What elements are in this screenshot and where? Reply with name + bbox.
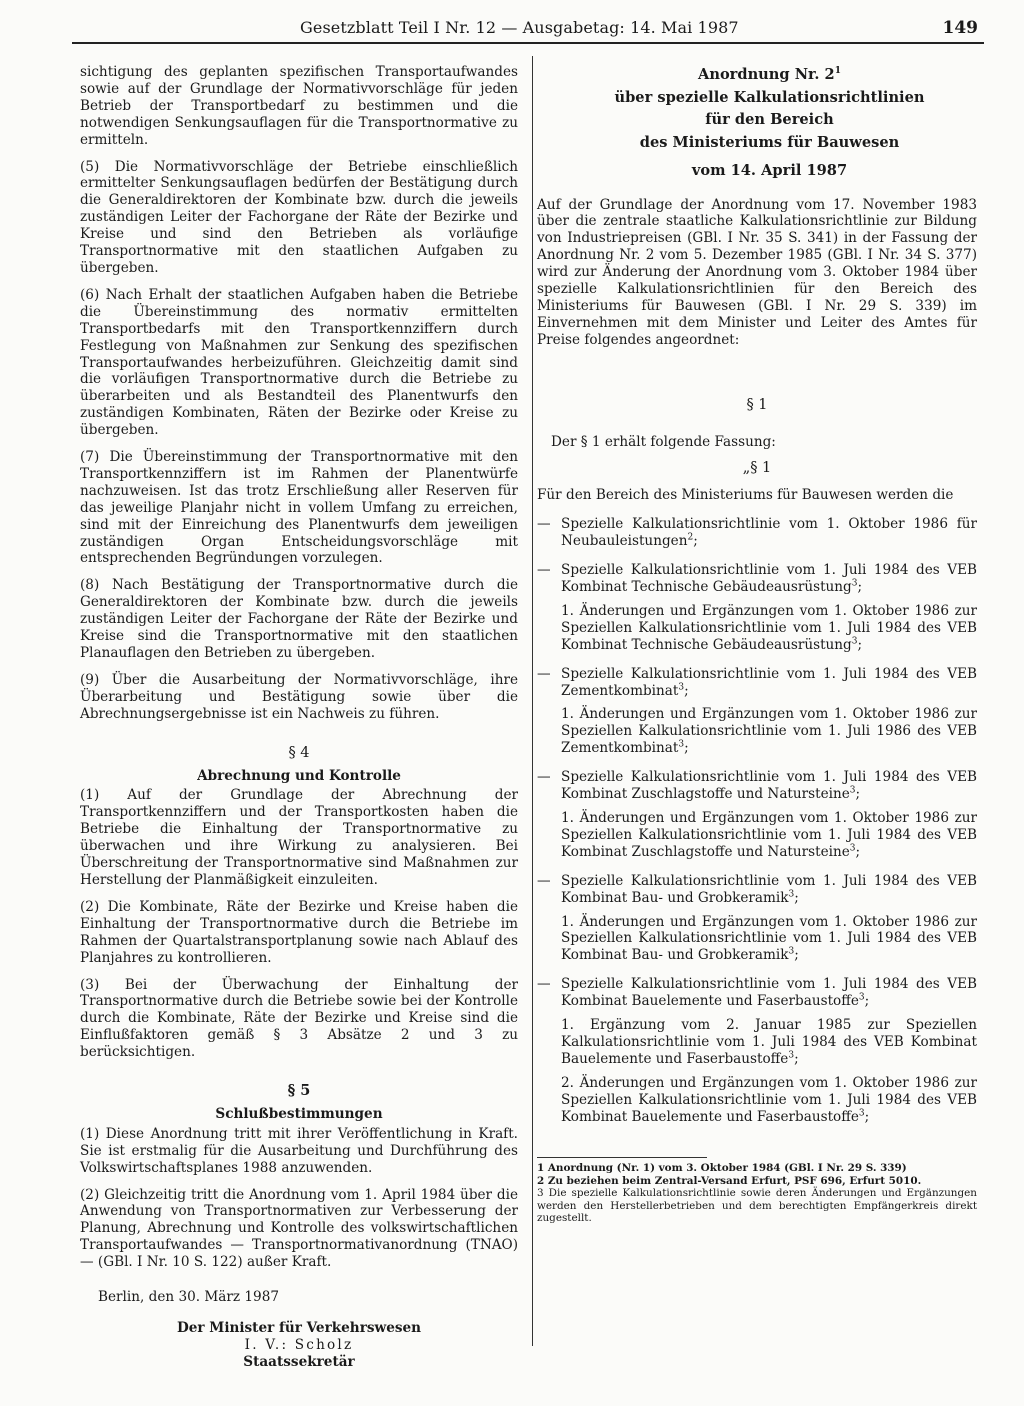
gazette-header-title: Gesetzblatt Teil I Nr. 12 — Ausgabetag: 14. Mai 1987 bbox=[300, 18, 739, 37]
list-item-5-sub: 1. Änderungen und Ergänzungen vom 1. Oktober 1986 zur Speziellen Kalkulationsrichtlinie vom 1. Juli 1984 des VEB Kombinat Bau- und Grobkeramik$^3$; bbox=[561, 913, 977, 964]
section-4-para-1: (1) Auf der Grundlage der Abrechnung der Transportkennziffern und der Transportkosten haben die Betriebe die Einhaltung der Transportnormative zu überwachen und ihre Wirkung zu analysieren. Bei Überschreitung der Transportnormative sind Maßnahmen zur Herstellung der Planmäßigkeit einzuleiten. bbox=[80, 787, 518, 888]
list-item-4: — Spezielle Kalkulationsrichtlinie vom 1. Juli 1984 des VEB Kombinat Zuschlagstoffe und Natursteine$^3$; bbox=[537, 769, 977, 803]
list-item-2: — Spezielle Kalkulationsrichtlinie vom 1. Juli 1984 des VEB Kombinat Technische Gebäudeausrüstung$^3$; bbox=[537, 562, 977, 595]
header-rule bbox=[72, 42, 984, 44]
signature-office: Der Minister für Verkehrswesen bbox=[176, 1320, 422, 1336]
ordinance-intro: Auf der Grundlage der Anordnung vom 17. November 1983 über die zentrale staatliche Kalkulationsrichtlinie zur Bildung von Industriepreisen (GBl. I Nr. 35 S. 341) in der Fassung der Anordnung Nr. 2 vom 5. Dezember 1985 (GBl. I Nr. 34 S. 377) wird zur Änderung der Anordnung vom 3. Oktober 1984 über spezielle Kalkulationsrichtlinien für den Bereich des Ministeriums für Bauwesen (GBl. I Nr. 29 S. 339) im Einvernehmen mit dem Minister und Leiter des Amtes für Preise folgendes angeordnet: bbox=[537, 196, 977, 348]
section-4-para-2: (2) Die Kombinate, Räte der Bezirke und Kreise haben die Einhaltung der Transportnormative durch die Betriebe im Rahmen der Quartalstransportplanung sowie nach Ablauf des Planjahres zu kontrollieren. bbox=[80, 898, 518, 966]
list-item-6-sub-1: 1. Ergänzung vom 2. Januar 1985 zur Speziellen Kalkulationsrichtlinie vom 1. Juli 1984 des VEB Kombinat Bauelemente und Faserbaustoffe$^3$; bbox=[561, 1017, 977, 1067]
list-item-4-sub: 1. Änderungen und Ergänzungen vom 1. Oktober 1986 zur Speziellen Kalkulationsrichtlinie vom 1. Juli 1984 des VEB Kombinat Zuschlagstoffe und Natursteine$^3$; bbox=[561, 809, 977, 860]
date-place: Berlin, den 30. März 1987 bbox=[98, 1289, 279, 1306]
section-5-para-2: (2) Gleichzeitig tritt die Anordnung vom 1. April 1984 über die Anwendung von Transportnormativen zur Verbesserung der Planung, Abrechnung und Kontrolle des volkswirtschaftlichen Transportaufwandes — Transportnormativanordnung (TNAO) — (GBl. I Nr. 10 S. 122) außer Kraft. bbox=[80, 1186, 518, 1271]
paragraph-9: (9) Über die Ausarbeitung der Normativvorschläge, ihre Überarbeitung und Bestätigung sowie über die Abrechnungsergebnisse ist ein Nachweis zu führen. bbox=[80, 671, 518, 722]
footnote-1: 1 Anordnung (Nr. 1) vom 3. Oktober 1984 (GBl. I Nr. 29 S. 339) bbox=[537, 1162, 907, 1175]
section-1-lead: Für den Bereich des Ministeriums für Bauwesen werden die bbox=[537, 487, 954, 504]
section-4-sign: § 4 bbox=[288, 744, 310, 761]
right-column bbox=[537, 64, 977, 1225]
section-5-title: Schlußbestimmungen bbox=[215, 1105, 383, 1122]
ordinance-title bbox=[562, 64, 977, 183]
ordinance-date: vom 14. April 1987 bbox=[691, 162, 848, 179]
section-1-sign: § 1 bbox=[746, 396, 768, 413]
ordinance-title-line-2: über spezielle Kalkulationsrichtlinien bbox=[614, 88, 925, 106]
list-item-6-sub-2: 2. Änderungen und Ergänzungen vom 1. Oktober 1986 zur Speziellen Kalkulationsrichtlinie vom 1. Juli 1984 des VEB Kombinat Bauelemente und Faserbaustoffe$^3$; bbox=[561, 1074, 977, 1125]
section-5-para-1: (1) Diese Anordnung tritt mit ihrer Veröffentlichung in Kraft. Sie ist erstmalig für die Ausarbeitung und Durchführung des Volkswirtschaftsplanes 1988 anzuwenden. bbox=[80, 1125, 518, 1176]
list-item-2-sub: 1. Änderungen und Ergänzungen vom 1. Oktober 1986 zur Speziellen Kalkulationsrichtlinie vom 1. Juli 1984 des VEB Kombinat Technische Gebäudeausrüstung$^3$; bbox=[561, 602, 977, 653]
ordinance-title-line-3: für den Bereich bbox=[705, 111, 834, 128]
list-item-3: — Spezielle Kalkulationsrichtlinie vom 1. Juli 1984 des VEB Zementkombinat$^3$; bbox=[537, 665, 977, 699]
footnote-2: 2 Zu beziehen beim Zentral-Versand Erfurt, PSF 696, Erfurt 5010. bbox=[537, 1174, 922, 1187]
section-5-sign: § 5 bbox=[287, 1082, 311, 1100]
ordinance-title-line-4: des Ministeriums für Bauwesen bbox=[639, 133, 900, 151]
page-number: 149 bbox=[942, 18, 978, 38]
column-divider bbox=[532, 56, 533, 1346]
paragraph-6: (6) Nach Erhalt der staatlichen Aufgaben haben die Betriebe die Übereinstimmung des normativ ermittelten Transportbedarfs mit den Transportkennziffern durch Festlegung von Maßnahmen zur Senkung des spezifischen Transportaufwandes herbeizuführen. Gleichzeitig damit sind die vorläufigen Transportnormative durch die Betriebe zu überarbeiten und als Bestandteil des Planentwurfs den zuständigen Kombinaten, Räten der Bezirke oder Kreise zu übergeben. bbox=[80, 286, 518, 439]
paragraph-5: (5) Die Normativvorschläge der Betriebe einschließlich ermittelter Senkungsauflagen bedürfen der Bestätigung durch die Generaldirektoren der Kombinate bzw. durch die jeweils zuständigen Leiter der Fachorgane der Räte der Bezirke und Kreise und sind den Betrieben als vorläufige Transportnormative mit den staatlichen Aufgaben zu übergeben. bbox=[80, 158, 518, 276]
list-item-5: — Spezielle Kalkulationsrichtlinie vom 1. Juli 1984 des VEB Kombinat Bau- und Grobkeramik$^3$; bbox=[537, 872, 977, 906]
footnote-3: 3 Die spezielle Kalkulationsrichtlinie sowie deren Änderungen und Ergänzungen werden den Herstellerbetrieben und dem berechtigten Empfängerkreis direkt zugestellt. bbox=[537, 1187, 977, 1225]
signature-name: I. V.: Scholz bbox=[244, 1336, 354, 1353]
list-item-1: — Spezielle Kalkulationsrichtlinie vom 1. Oktober 1986 für Neubauleistungen$^2$; bbox=[537, 516, 977, 550]
ordinance-title-line-1: Anordnung Nr. $2^1$ bbox=[698, 66, 841, 83]
paragraph-7: (7) Die Übereinstimmung der Transportnormative mit den Transportkennziffern ist im Rahmen der Planentwürfe nachzuweisen. Ist das trotz Erschließung aller Reserven für das jeweilige Planjahr nicht in vollem Umfang zu erreichen, sind mit der Einreichung des Planentwurfs dem jeweiligen zuständigen Organ Entscheidungsvorschläge mit entsprechenden Begründungen vorzulegen. bbox=[80, 449, 518, 567]
section-1-text: Der § 1 erhält folgende Fassung: bbox=[551, 433, 776, 450]
footnote-rule bbox=[537, 1157, 707, 1158]
paragraph-8: (8) Nach Bestätigung der Transportnormative durch die Generaldirektoren der Kombinate bzw. durch die jeweils zuständigen Leiter der Fachorgane der Räte der Bezirke und Kreise sind die Transportnormative mit den staatlichen Planauflagen den Betrieben zu übergeben. bbox=[80, 577, 518, 661]
left-column bbox=[80, 64, 518, 1371]
section-1-quote-sign: „§ 1 bbox=[742, 460, 772, 477]
section-4-para-3: (3) Bei der Überwachung der Einhaltung der Transportnormative durch die Betriebe sowie bei der Kontrolle durch die Kombinate, Räte der Bezirke und Kreise sind die Einflußfaktoren gemäß § 3 Absätze 2 und 3 zu berücksichtigen. bbox=[80, 976, 518, 1061]
signature-title: Staatssekretär bbox=[243, 1353, 355, 1370]
section-4-title: Abrechnung und Kontrolle bbox=[197, 767, 401, 784]
paragraph-continued: sichtigung des geplanten spezifischen Transportaufwandes sowie auf der Grundlage der Normativvorschläge für jeden Betrieb der Transportbedarf zu bestimmen und die notwendigen Senkungsauflagen für die Transportnormative zu ermitteln. bbox=[80, 64, 518, 148]
list-item-6: — Spezielle Kalkulationsrichtlinie vom 1. Juli 1984 des VEB Kombinat Bauelemente und Faserbaustoffe$^3$; bbox=[537, 976, 977, 1010]
list-item-3-sub: 1. Änderungen und Ergänzungen vom 1. Oktober 1986 zur Speziellen Kalkulationsrichtlinie vom 1. Juli 1986 des VEB Zementkombinat$^3$; bbox=[561, 706, 977, 757]
